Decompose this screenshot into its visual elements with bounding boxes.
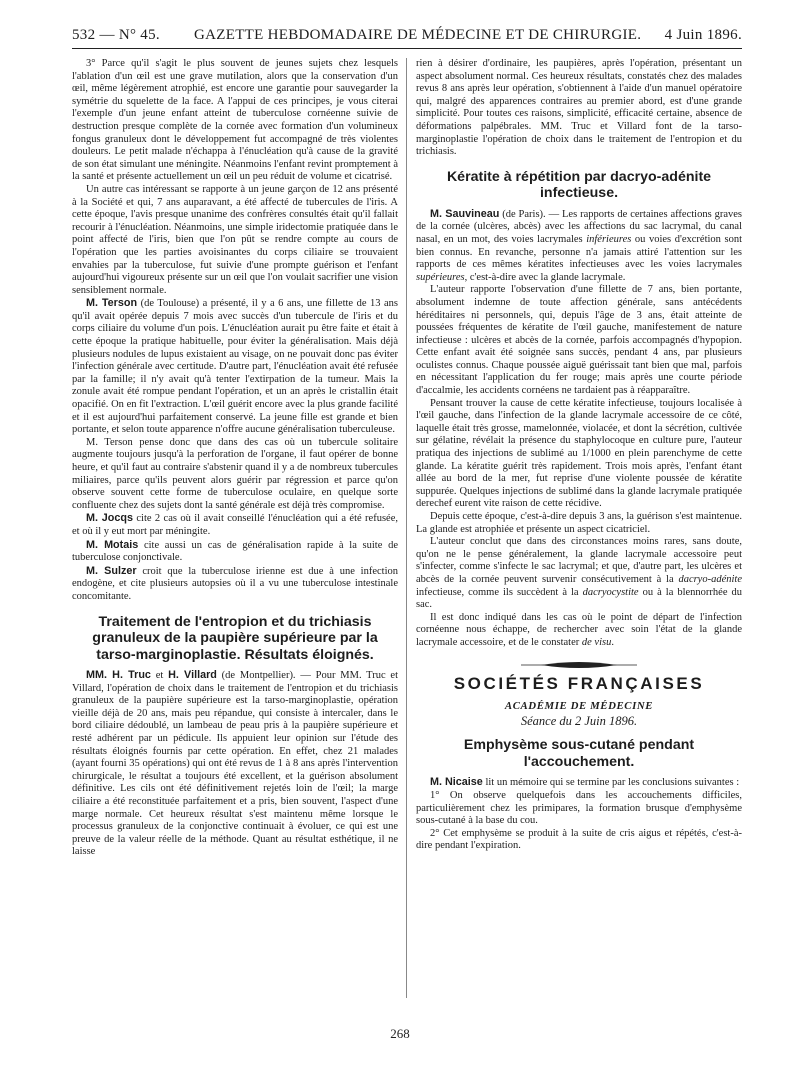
speaker-name: M. Motais <box>86 538 139 551</box>
running-head-page-number: 532 — N° 45. <box>72 27 160 43</box>
society-title: SOCIÉTÉS FRANÇAISES <box>453 673 705 693</box>
speaker-name: M. Sauvineau <box>430 207 500 220</box>
running-head-title: GAZETTE HEBDOMADAIRE DE MÉDECINE ET DE CHIRURGIE. <box>194 27 642 43</box>
section-heading: Traitement de l'entropion et du trichiasis granuleux de la paupière supérieure par la tarso-marginoplastie. Résultats éloignés. <box>92 613 378 663</box>
academy-name: ACADÉMIE DE MÉDECINE <box>504 700 654 713</box>
paragraph: L'auteur rapporte l'observation d'une fillette de 7 ans, bien portante, absolument indemne de toute affection générale, sans antécédents héréditaires ni personnels, qui, depuis l'âge de 3 ans, était atteinte de poussées fréquentes de kératite de l'œil gauche, manifestement de nature infectieuse : ulcères et abcès de la cornée, parfois accompagnés d'hypopion. Cette enfant avait été soignée sans succès, pendant 4 ans, par plusieurs oculistes connus. Chaque poussée aiguë guérissait tant bien que mal, parfois en nécessitant l'application du fer rouge; mais après une courte période d'accalmie, les accidents cornéens ne tardaient pas à réapparaître. <box>416 284 742 397</box>
paragraph: Un autre cas intéressant se rapporte à un jeune garçon de 12 ans présenté à la Société et qui, 7 ans auparavant, a été affecté de tubercules de l'iris. A cette époque, l'avis presque unanime des confrères consultés était qu'il fallait recourir à l'énucléation. Néanmoins, une simple iridectomie pratiquée dans le point affecté de l'iris, bien que l'on pût se rendre compte au cours de l'opération que les parties avoisinantes du corps ciliaire se trouvaient envahies par la tuberculose, fut suivie d'une prompte guérison et l'enfant aujourd'hui vigoureux présente sur un œil que l'on voulait sacrifier une vision sensiblement normale. <box>72 183 398 296</box>
section-heading: Emphysème sous-cutané pendant l'accouchement. <box>463 737 695 770</box>
section-heading: Kératite à répétition par dacryo-adénite infectieuse. <box>446 168 712 202</box>
ornament-divider-icon <box>519 660 639 670</box>
session-date: Séance du 2 Juin 1896. <box>520 713 638 728</box>
paragraph: M. Terson (de Toulouse) a présenté, il y a 6 ans, une fillette de 13 ans qu'il avait opérée depuis 7 mois avec succès d'un tubercule de l'iris et du corps ciliaire du volume d'un pois. L'énucléation aurait pu être faite et était à cette époque la pratique habituelle, pour éviter la généralisation. Mais déjà plusieurs nodules de lupus existaient au visage, on ne pouvait donc pas éviter l'infection générale avec certitude. D'autre part, l'énucléation avait été refusée par la famille; il n'y avait qu'à tenter l'extirpation de la tumeur. Mais la zonule avait été rompue pendant l'opération, et un an après le cristallin était opacifié. On en fit l'extraction. L'œil guérit encore avec la plus grande facilité et il est aujourd'hui parfaitement conservé. La jeune fille est grande et bien portante, et selon toute apparence n'offre aucune généralisation tuberculeuse. <box>72 297 398 436</box>
paragraph: M. Motais cite aussi un cas de généralisation rapide à la suite de tuberculose conjonctivale. <box>72 538 398 564</box>
speaker-name: H. Villard <box>168 669 217 682</box>
paragraph: L'auteur conclut que dans des circonstances moins rares, sans doute, qu'on ne le pense généralement, la glande lacrymale accessoire peut s'infecter, comme s'infecte le sac lacrymal; et que, d'autre part, les ulcères et abcès de la cornée peuvent survenir consécutivement à la dacryo-adénite infectieuse, comme ils succèdent à la dacryocystite ou à la blennorrhée du sac. <box>416 536 742 611</box>
speaker-name: M. Sulzer <box>86 564 137 577</box>
running-head <box>72 24 742 49</box>
running-head-date: 4 Juin 1896. <box>664 27 742 43</box>
paragraph: Il est donc indiqué dans les cas où le point de départ de l'infection cornéenne nous échappe, de rechercher avec soin l'état de la glande lacrymale accessoire, et de le constater de visu. <box>416 611 742 648</box>
footer-page-number: 268 <box>390 1026 410 1041</box>
paragraph: Depuis cette époque, c'est-à-dire depuis 3 ans, la guérison s'est maintenue. La glande est atrophiée et présente un aspect cicatriciel. <box>416 511 742 535</box>
paragraph: 2° Cet emphysème se produit à la suite de cris aigus et répétés, c'est-à-dire pendant l'expiration. <box>416 827 742 852</box>
paragraph: M. Jocqs cite 2 cas où il avait conseillé l'énucléation qui a été refusée, et où il y eut mort par méningite. <box>72 512 398 537</box>
right-column <box>416 58 742 1058</box>
paragraph: M. Sauvineau (de Paris). — Les rapports de certaines affections graves de la cornée (ulcères, abcès) avec les affections du sac lacrymal, du canal nasal, en un mot, des voies lacrymales inférieures ou voies d'excrétion sont bien connus. En revanche, personne n'a jamais attiré l'attention sur les rapports de ces mêmes kératites infectieuses avec les voies lacrymales supérieures, c'est-à-dire avec la glande lacrymale. <box>416 207 742 283</box>
paragraph: 1° On observe quelquefois dans les accouchements difficiles, particulièrement chez les primipares, la formation brusque d'emphysème sous-cutané à la base du cou. <box>416 789 742 827</box>
paragraph: rien à désirer d'ordinaire, les paupières, après l'opération, présentant un aspect absolument normal. Ces heureux résultats, constatés chez des malades revus 8 ans après leur opération, s'obtiennent à l'aide d'un manuel opératoire qui, malgré des apparences contraires au premier abord, est d'une grande simplicité. Pour toutes ces raisons, simplicité, efficacité certaine, absence de déformations palpébrales. MM. Truc et Villard font de la tarso-marginoplastie l'opération de choix dans le traitement de l'entropion et du trichiasis. <box>416 58 742 158</box>
paragraph: Pensant trouver la cause de cette kératite infectieuse, toujours localisée à l'œil gauche, dans l'infection de la glande lacrymale accessoire de ce côté, laquelle était très grosse, mamelonnée, violacée, et dont la sécrétion, cultivée sur gélatine, révélait la présence du staphylocoque en culture pure, l'auteur pratiqua des injections de sublimé au 1/1000 en plein parenchyme de cette glande. La kératite guérit très rapidement. Trois mois après, l'enfant étant allée au bord de la mer, fut reprise d'une violente poussée de kératite suppurée. Quelques injections de sublimé dans la glande lacrymale pratiquée derechef eurent vite raison de cette récidive. <box>416 397 742 510</box>
paragraph: M. Sulzer croit que la tuberculose irienne est due à une infection endogène, et cite plusieurs autopsies où il a vu une tuberculose intestinale concomitante. <box>72 564 398 602</box>
speaker-name: M. Terson <box>86 297 138 310</box>
speaker-name: M. Jocqs <box>86 512 133 525</box>
speaker-name: MM. H. Truc <box>86 669 151 682</box>
paragraph: M. Nicaise lit un mémoire qui se termine par les conclusions suivantes : <box>430 776 740 789</box>
paragraph: 3° Parce qu'il s'agit le plus souvent de jeunes sujets chez lesquels l'ablation d'un œil est une grave mutilation, alors que la conservation d'un œil, même légèrement atrophié, est encore une garantie pour sauvegarder la symétrie du squelette de la face. A l'appui de ces principes, je vous citerai l'exemple d'un jeune enfant atteint de tuberculose cornéenne suivie de destruction presque complète de la cornée avec formation d'un volumineux fongus granuleux dont le développement fut accompagné de très violentes douleurs. Le petit malade n'échappa à l'énucléation qu'à cause de la gravité de son état simulant une méningite. Néanmoins l'enfant revint promptement à la santé et présente actuellement un œil un peu réduit de volume et cicatrisé. <box>72 58 398 183</box>
column-divider <box>406 58 407 998</box>
speaker-name: M. Nicaise <box>430 776 483 789</box>
paragraph: M. Terson pense donc que dans des cas où un tubercule solitaire augmente toujours jusqu'à la perforation de l'organe, il faut opérer de bonne heure, et qu'il faut au contraire s'abstenir quand il y a de nombreux tubercules miliaires, parce qu'ils peuvent alors guérir par régression et parce qu'on observe souvent cette forme de tuberculose oculaire, en quelque sorte confluente chez des sujets dont la santé générale est déjà très compromise. <box>72 436 398 511</box>
left-column <box>72 58 398 1058</box>
paragraph: MM. H. Truc et H. Villard (de Montpellier). — Pour MM. Truc et Villard, l'opération de choix dans le traitement de l'entropion et du trichiasis granuleux de la paupière supérieure est la tarso-marginoplastie, opération vieille déjà de 20 ans, mais peu répandue, qui consiste à intercaler, dans le bord ciliaire dédoublé, un lambeau de peau pris à la paupière supérieure et resté adhérent par un pédicule. Ils appuient leur opinion sur l'étude des résultats éloignés fournis par cette opération. En effet, chez 21 malades (ayant fourni 35 opérations) qui ont été revus de 1 à 8 ans après l'intervention chirurgicale, le résultat a toujours été excellent, et la guérison absolument définitive. Les cils ont été définitivement rejetés loin de l'œil; la marge ciliaire a été reconstituée parfaitement et a pris, bien souvent, l'aspect d'une marge normale. Cet heureux résultat s'est maintenu même lorsque le processus granuleux de la conjonctive continuait à évoluer, ce qui est une preuve de la valeur réelle de la méthode. Quant au résultat esthétique, il ne laisse <box>72 669 398 858</box>
ornament-divider <box>416 660 742 670</box>
